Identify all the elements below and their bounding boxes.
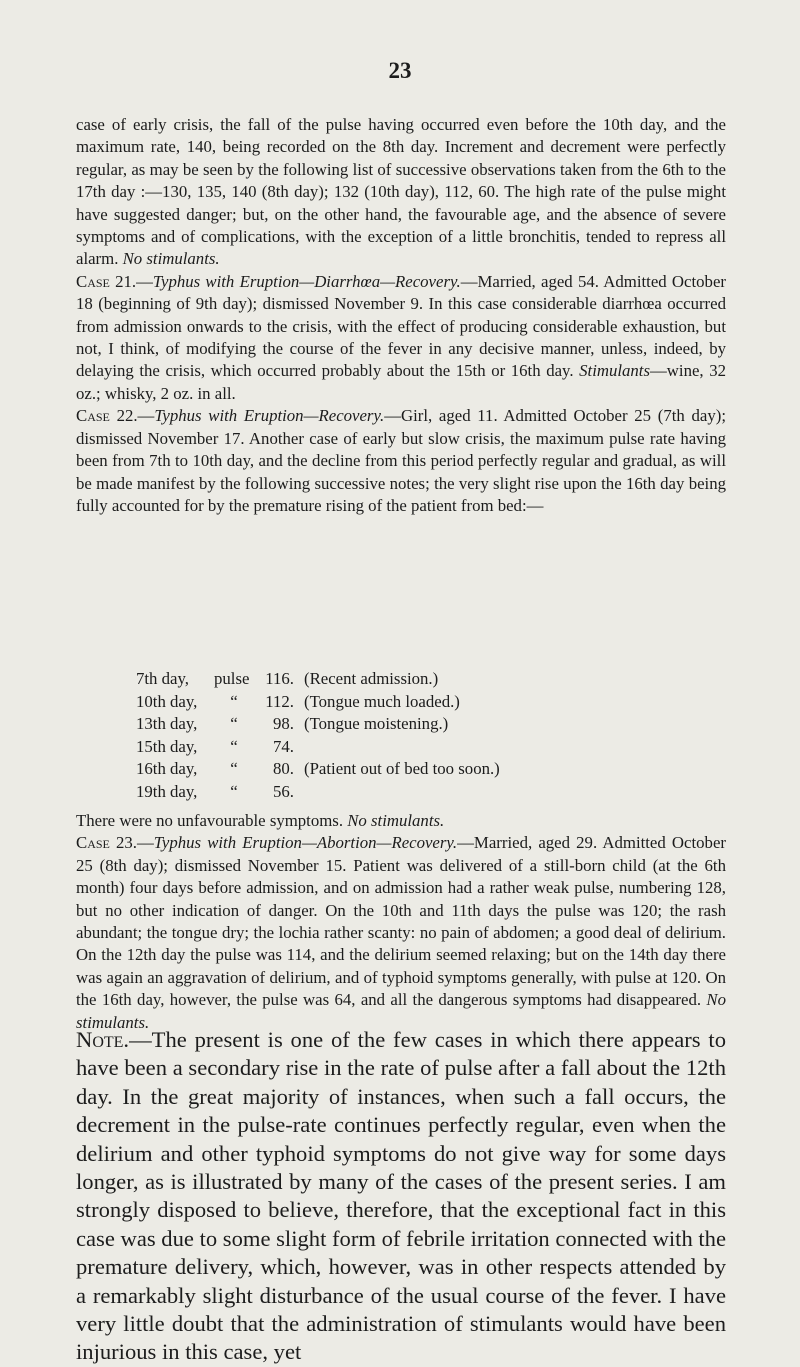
pulse-note: (Tongue moistening.): [304, 714, 449, 734]
pulse-note: (Recent admission.): [304, 669, 439, 688]
pulse-value: 116.: [265, 669, 294, 688]
case-21-title: Typhus with Eruption—Diarrhœa—Recovery.: [152, 271, 461, 291]
intro-stimulants: No stimulants.: [122, 249, 220, 269]
case-22-paragraph: [76, 405, 726, 517]
pulse-row: [136, 691, 500, 714]
pulse-ditto: “: [230, 759, 238, 779]
case-22-text: —Girl, aged 11. Admitted October 25 (7th day); dismissed November 17. Another case of early but slow crisis, the maximum pulse rate having been from 7th to 10th day, and the decline from this period perfectly regular and gradual, as will be made manifest by the following successive notes; the very slight rise upon the 16th day being fully accounted for by the premature rising of the patient from bed:—: [76, 406, 726, 515]
intro-paragraph: [76, 114, 726, 271]
case-23-title: Typhus with Eruption—Abortion—Recovery.: [153, 833, 458, 853]
note-section: [76, 1026, 726, 1367]
pulse-day: 13th day,: [136, 714, 198, 734]
case-21-paragraph: [76, 271, 726, 405]
pulse-ditto: “: [230, 736, 238, 756]
case-21-text: —Married, aged 54. Admitted October 18 (beginning of 9th day); dismissed November 9. In this case considerable diarrhœa occurred from admission onwards to the crisis, with the effect of producing considerable exhaustion, but not, I think, of modifying the course of the fever in any decisive manner, unless, indeed, by delaying the crisis, which occurred probably about the 15th or 16th day.: [76, 271, 726, 381]
pulse-day: 19th day,: [136, 781, 198, 801]
pulse-ditto: “: [230, 781, 238, 801]
pulse-note: [294, 736, 304, 759]
after-table-text: There were no unfavourable symptoms.: [76, 811, 344, 830]
pulse-day: 15th day,: [136, 736, 198, 756]
pulse-row: [136, 736, 500, 759]
body-text-lower: [76, 810, 726, 1034]
pulse-row: [136, 668, 500, 691]
body-text-upper: [76, 114, 726, 517]
pulse-day: 7th day,: [136, 669, 189, 688]
pulse-note: (Tongue much loaded.): [304, 691, 460, 711]
pulse-value: 74.: [273, 736, 294, 756]
pulse-day: 16th day,: [136, 759, 198, 779]
case-23-text: —Married, aged 29. Admitted October 25 (8th day); dismissed November 15. Patient was delivered of a still-born child (at the 6th month) four days before admission, and on admission had a rather weak pulse, numbering 128, but no other indication of danger. On the 10th and 11th days the pulse was 120; the rash abundant; the tongue dry; the lochia rather scanty: no pain of abdomen; a good deal of delirium. On the 12th day the pulse was 114, and the delirium seemed relaxing; but on the 14th day there was again an aggravation of delirium, and of typhoid symptoms generally, with pulse at 120. On the 16th day, however, the pulse was 64, and all the dangerous symptoms had disappeared.: [76, 833, 726, 1010]
after-table-paragraph: [76, 810, 726, 832]
after-table-stimulants: No stimulants.: [347, 811, 445, 830]
case-23-paragraph: [76, 832, 726, 1034]
pulse-row: [136, 781, 500, 804]
note-label: Note.: [76, 1027, 130, 1052]
pulse-value: 112.: [265, 691, 294, 711]
pulse-value: 98.: [273, 714, 294, 734]
pulse-value: 80.: [273, 759, 294, 779]
page-number: 23: [388, 58, 412, 83]
pulse-note: (Patient out of bed too soon.): [304, 759, 500, 779]
note-text: —The present is one of the few cases in which there appears to have been a secondary rise in the rate of pulse after a fall about the 12th day. In the great majority of instances, when such a fall occurs, the decrement in the pulse-rate continues perfectly regular, even when the delirium and other typhoid symptoms do not give way for some days longer, as is illustrated by many of the cases of the present series. I am strongly disposed to believe, therefore, that the exceptional fact in this case was due to some slight form of febrile irritation connected with the premature delivery, which, however, was in other respects attended by a remarkably slight disturbance of the usual course of the fever. I have very little doubt that the administration of stimulants would have been injurious in this case, yet: [76, 1027, 727, 1365]
pulse-table: [136, 668, 500, 804]
pulse-note: [294, 781, 304, 804]
pulse-ditto: “: [230, 714, 238, 734]
case-21-label: Case 21.—: [76, 271, 153, 291]
case-23-stimulants: No stimulants.: [76, 990, 726, 1032]
pulse-ditto: “: [230, 691, 238, 711]
pulse-day: 10th day,: [136, 691, 198, 711]
pulse-row: [136, 758, 500, 781]
case-21-stimulants-text: —wine, 32 oz.; whisky, 2 oz. in all.: [76, 361, 726, 403]
case-22-label: Case 22.—: [76, 406, 155, 426]
note-paragraph: [76, 1026, 726, 1367]
case-21-stimulants-label: Stimulants: [579, 361, 651, 381]
pulse-row: [136, 713, 500, 736]
case-23-label: Case 23.—: [76, 833, 154, 853]
intro-text: case of early crisis, the fall of the pulse having occurred even before the 10th day, and the maximum rate, 140, being recorded on the 8th day. Increment and decrement were perfectly regular, as may be seen by the following list of successive observations taken from the 6th to the 17th day :—130, 135, 140 (8th day); 132 (10th day), 112, 60. The high rate of the pulse might have suggested danger; but, on the other hand, the favourable age, and the absence of severe symptoms and of complications, with the exception of a little bronchitis, tended to repress all alarm.: [76, 115, 726, 269]
pulse-value: 56.: [273, 781, 294, 801]
pulse-word: pulse: [214, 669, 250, 688]
case-22-title: Typhus with Eruption—Recovery.: [154, 406, 385, 426]
